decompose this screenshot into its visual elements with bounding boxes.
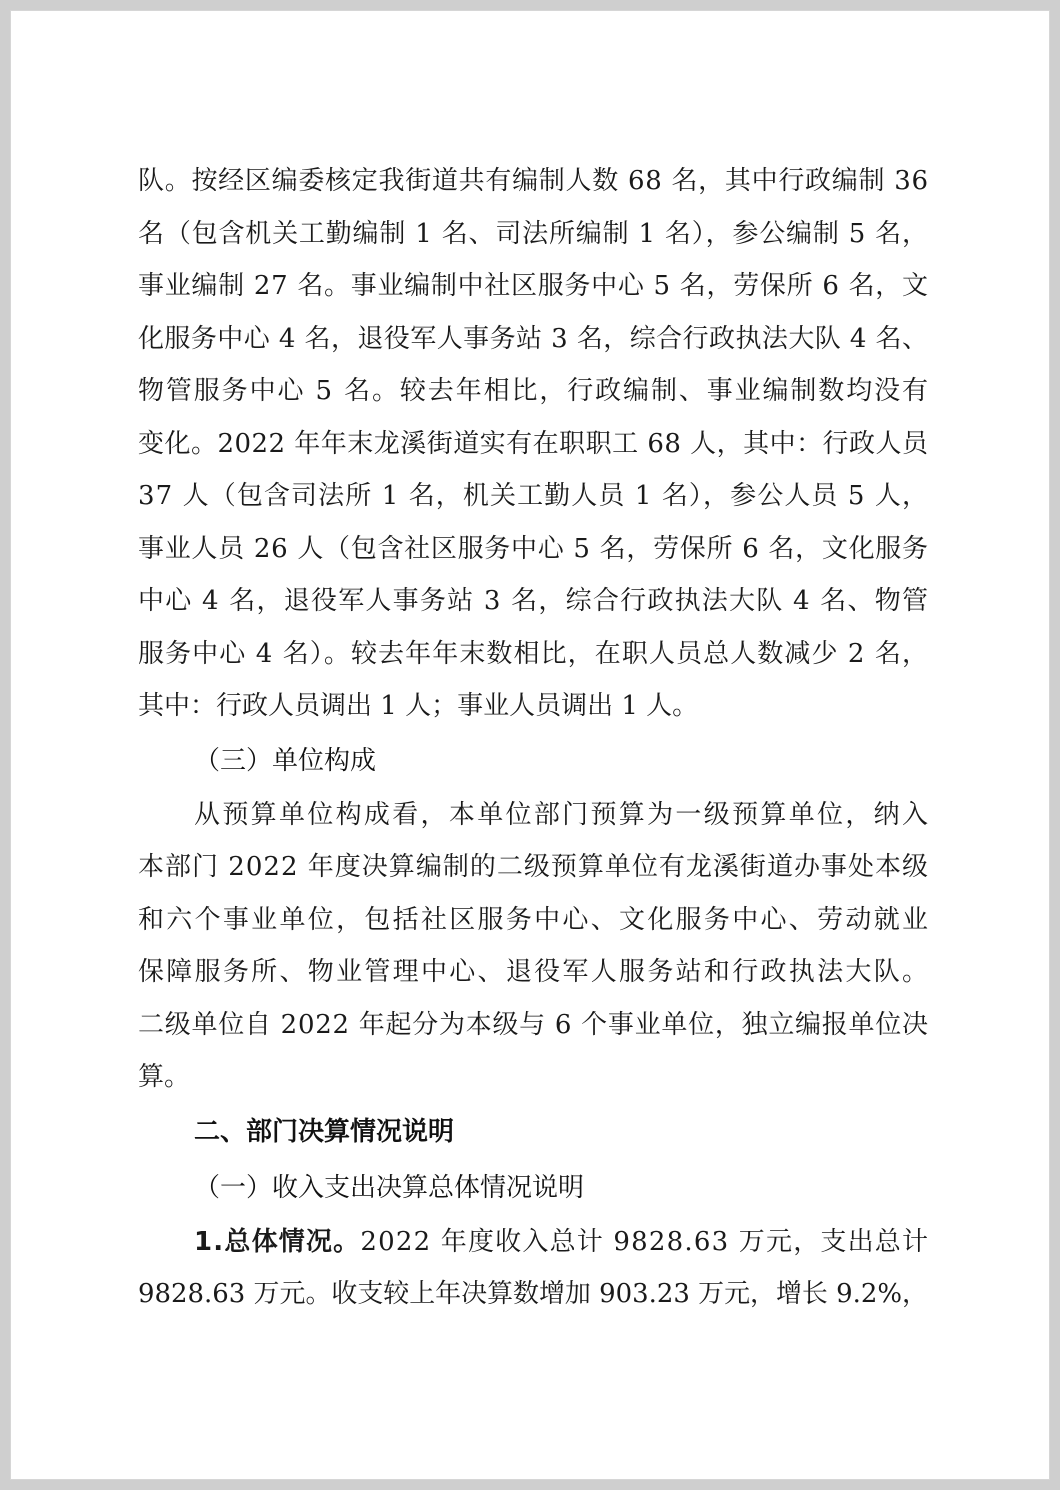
text-line: 从预算单位构成看，本单位部门预算为一级预算单位，纳入 (194, 799, 931, 830)
text-line: 服务中心 4 名）。较去年年末数相比，在职人员总人数减少 2 名， (138, 638, 930, 669)
heading-unit-composition: （三）单位构成 (194, 745, 377, 776)
overall-lead: 1.总体情况。 (194, 1226, 361, 1257)
text-line: 中心 4 名，退役军人事务站 3 名，综合行政执法大队 4 名、物管 (138, 586, 930, 616)
text-line: 队。按经区编委核定我街道共有编制人数 68 名，其中行政编制 36 (138, 166, 929, 196)
text-line: 9828.63 万元。收支较上年决算数增加 903.23 万元，增长 9.2%， (138, 1279, 928, 1309)
text-line: 化服务中心 4 名，退役军人事务站 3 名，综合行政执法大队 4 名、 (138, 323, 929, 354)
text-line: 二级单位自 2022 年起分为本级与 6 个事业单位，独立编报单位决 (138, 1009, 929, 1040)
text-line: 其中：行政人员调出 1 人；事业人员调出 1 人。 (138, 691, 699, 721)
text-line: 37 人（包含司法所 1 名，机关工勤人员 1 名），参公人员 5 人， (138, 481, 930, 511)
document-page (10, 10, 1050, 1480)
text-line: 事业人员 26 人（包含社区服务中心 5 名，劳保所 6 名，文化服务 (138, 533, 929, 564)
text-line: 名（包含机关工勤编制 1 名、司法所编制 1 名），参公编制 5 名， (138, 218, 929, 249)
text-line: 事业编制 27 名。事业编制中社区服务中心 5 名，劳保所 6 名，文 (138, 271, 929, 301)
text-line: 和六个事业单位，包括社区服务中心、文化服务中心、劳动就业 (138, 904, 931, 935)
document-body (138, 155, 931, 1321)
text-line: 保障服务所、物业管理中心、退役军人服务站和行政执法大队。 (138, 957, 931, 987)
heading-income-expense: （一）收入支出决算总体情况说明 (194, 1172, 585, 1203)
text-line: 1.总体情况。2022 年度收入总计 9828.63 万元，支出总计 (138, 1216, 928, 1269)
text-line: 本部门 2022 年度决算编制的二级预算单位有龙溪街道办事处本级 (138, 852, 930, 882)
heading-section-2: 二、部门决算情况说明 (194, 1116, 455, 1147)
text-line: 物管服务中心 5 名。较去年相比，行政编制、事业编制数均没有 (138, 376, 930, 406)
text-line: 算。 (138, 1062, 191, 1092)
text-line: 变化。2022 年年末龙溪街道实有在职职工 68 人，其中：行政人员 (138, 428, 929, 459)
